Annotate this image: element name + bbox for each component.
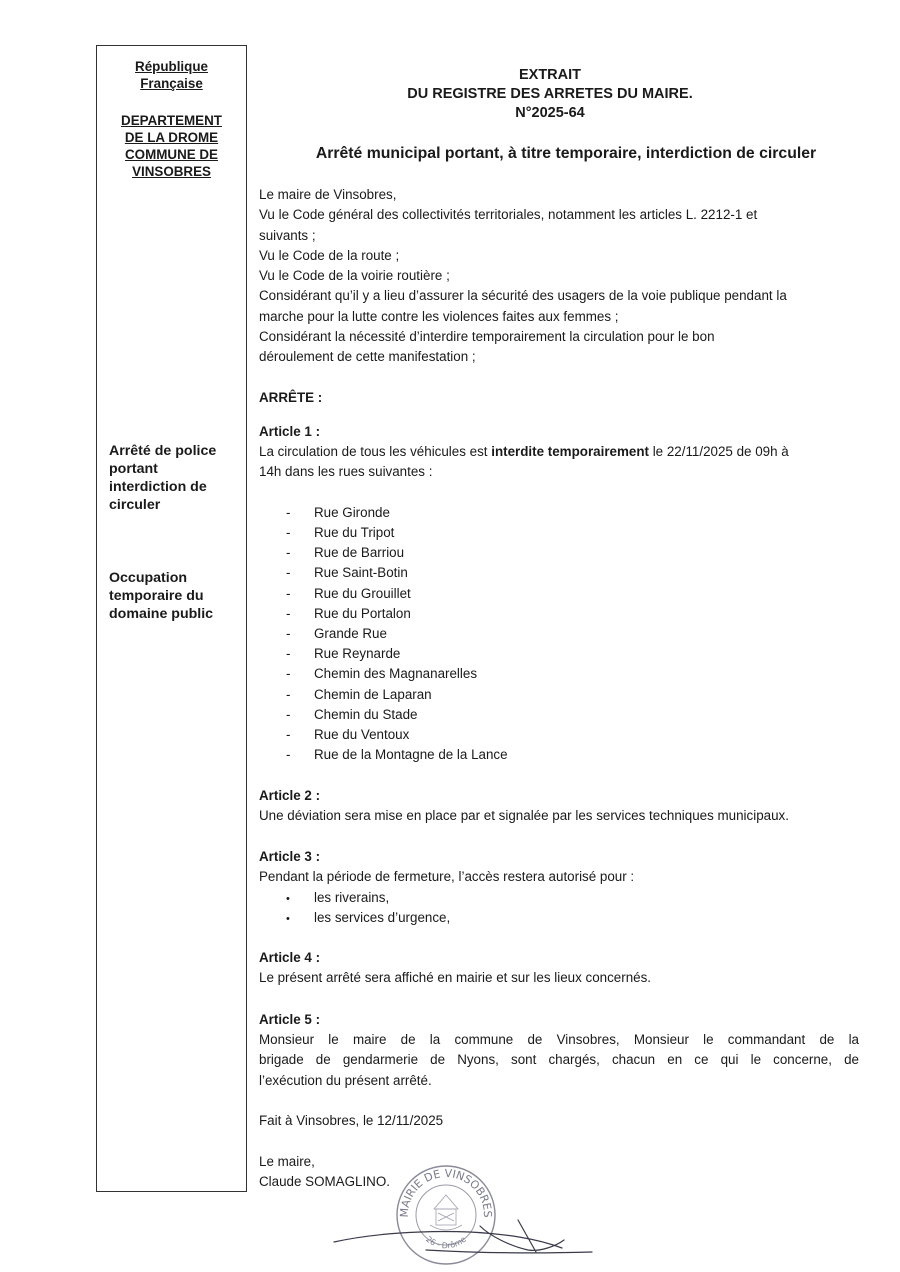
preamble-line: marche pour la lutte contre les violences faites aux femmes ; [259, 308, 619, 324]
article-5-line: Monsieur le maire de la commune de Vinsobres, Monsieur le commandant de la [259, 1032, 859, 1047]
preamble-line: Considérant la nécessité d’interdire temporairement la circulation pour le bon [259, 329, 715, 345]
list-item [286, 604, 411, 624]
article-5-line: l’exécution du présent arrêté. [259, 1072, 432, 1088]
street-name: Chemin du Stade [314, 707, 418, 722]
article-5-line: brigade de gendarmerie de Nyons, sont chargés, chacun en ce qui le concerne, de [259, 1052, 859, 1068]
preamble [259, 185, 859, 368]
preamble-line: suivants ; [259, 227, 316, 243]
departement-line-3: COMMUNE DE [125, 147, 218, 162]
street-name: Chemin des Magnanarelles [314, 666, 478, 681]
dash: - [286, 747, 291, 762]
republique-francaise [97, 58, 246, 92]
street-name: Grande Rue [314, 626, 387, 641]
header-number: N°2025-64 [515, 105, 585, 121]
sidebar-note-occupation [109, 569, 243, 623]
list-item [286, 624, 387, 644]
note2-line-1: Occupation [109, 570, 188, 586]
departement-line-2: DE LA DROME [124, 130, 219, 145]
header-registre: DU REGISTRE DES ARRETES DU MAIRE. [407, 86, 693, 102]
note1-line-2: portant [109, 461, 158, 477]
dash: - [286, 505, 291, 520]
republique-line-1: République [135, 59, 208, 74]
dash: - [286, 687, 291, 702]
note1-line-3: interdiction de [109, 479, 207, 495]
article-3-title: Article 3 : [259, 849, 321, 864]
list-item [286, 685, 432, 705]
dash: - [286, 565, 291, 580]
street-name: Rue Reynarde [314, 646, 401, 661]
sidebar-box [96, 45, 247, 1192]
list-item [286, 523, 394, 543]
bullet: • [286, 913, 290, 925]
sidebar-note-police [109, 442, 243, 514]
header-extrait: EXTRAIT [518, 67, 582, 83]
preamble-line: Vu le Code de la voirie routière ; [259, 268, 450, 284]
article-1-pre: La circulation de tous les véhicules est [259, 444, 492, 459]
bullet-text: les services d’urgence, [314, 910, 451, 925]
signatory-role: Le maire, [259, 1154, 315, 1169]
street-name: Rue de la Montagne de la Lance [314, 747, 508, 762]
article-4-title: Article 4 : [259, 950, 321, 965]
article-1-bold: interdite temporairement [491, 444, 649, 459]
list-item [286, 543, 404, 563]
arrete-label: ARRÊTE : [259, 390, 323, 405]
dash: - [286, 727, 291, 742]
republique-line-2: Française [140, 76, 203, 91]
dash: - [286, 707, 291, 722]
dash: - [286, 525, 291, 540]
list-item [286, 644, 400, 664]
signature-mark [330, 1212, 600, 1262]
departement-line-1: DEPARTEMENT [121, 113, 222, 128]
dash: - [286, 586, 291, 601]
list-item [286, 725, 409, 745]
list-item [286, 908, 450, 929]
departement-commune [97, 112, 246, 180]
street-name: Rue du Tripot [314, 525, 395, 540]
article-1-line-2: 14h dans les rues suivantes : [259, 464, 433, 480]
article-4-text: Le présent arrêté sera affiché en mairie et sur les lieux concernés. [259, 970, 652, 985]
street-name: Rue de Barriou [314, 545, 405, 560]
list-item [286, 584, 411, 604]
fait-a: Fait à Vinsobres, le 12/11/2025 [259, 1113, 444, 1128]
preamble-line: Le maire de Vinsobres, [259, 187, 397, 202]
article-2-text: Une déviation sera mise en place par et signalée par les services techniques municipaux. [259, 808, 789, 823]
list-item [286, 705, 417, 725]
dash: - [286, 646, 291, 661]
article-1-text [259, 442, 859, 483]
article-1-post: le 22/11/2025 de 09h à [648, 444, 789, 459]
article-3-text: Pendant la période de fermeture, l’accès restera autorisé pour : [259, 869, 635, 884]
signatory-name: Claude SOMAGLINO. [259, 1174, 390, 1189]
dash: - [286, 606, 291, 621]
seal-text-bottom: 26 - Drôme [424, 1234, 468, 1251]
article-5-title: Article 5 : [259, 1012, 321, 1027]
street-name: Rue Saint-Botin [314, 565, 408, 580]
note1-line-4: circuler [109, 497, 161, 513]
street-name: Chemin de Laparan [314, 687, 432, 702]
bullet-text: les riverains, [314, 890, 390, 905]
note1-line-1: Arrêté de police [109, 443, 217, 459]
article-1-title: Article 1 : [259, 424, 321, 439]
page-title: Arrêté municipal portant, à titre temporaire, interdiction de circuler [315, 145, 817, 162]
dash: - [286, 626, 291, 641]
preamble-line: Considérant qu’il y a lieu d’assurer la sécurité des usagers de la voie publique pendant la [259, 288, 787, 304]
article-2-title: Article 2 : [259, 788, 321, 803]
note2-line-3: domaine public [109, 606, 214, 622]
street-name: Rue du Grouillet [314, 586, 411, 601]
street-name: Rue du Portalon [314, 606, 411, 621]
bullet: • [286, 893, 290, 905]
list-item [286, 503, 390, 523]
dash: - [286, 545, 291, 560]
list-item [286, 563, 408, 583]
street-name: Rue du Ventoux [314, 727, 410, 742]
list-item [286, 745, 508, 765]
departement-line-4: VINSOBRES [132, 164, 211, 179]
seal-text-top: MAIRIE DE VINSOBRES [397, 1166, 495, 1218]
street-name: Rue Gironde [314, 505, 390, 520]
article-1-line-1 [259, 442, 859, 462]
preamble-line: déroulement de cette manifestation ; [259, 349, 476, 365]
note2-line-2: temporaire du [109, 588, 204, 604]
dash: - [286, 666, 291, 681]
list-item [286, 664, 477, 684]
preamble-line: Vu le Code de la route ; [259, 247, 400, 263]
list-item [286, 888, 389, 909]
article-5-text [259, 1030, 859, 1091]
preamble-line: Vu le Code général des collectivités territoriales, notamment les articles L. 2212-1 et [259, 207, 758, 223]
